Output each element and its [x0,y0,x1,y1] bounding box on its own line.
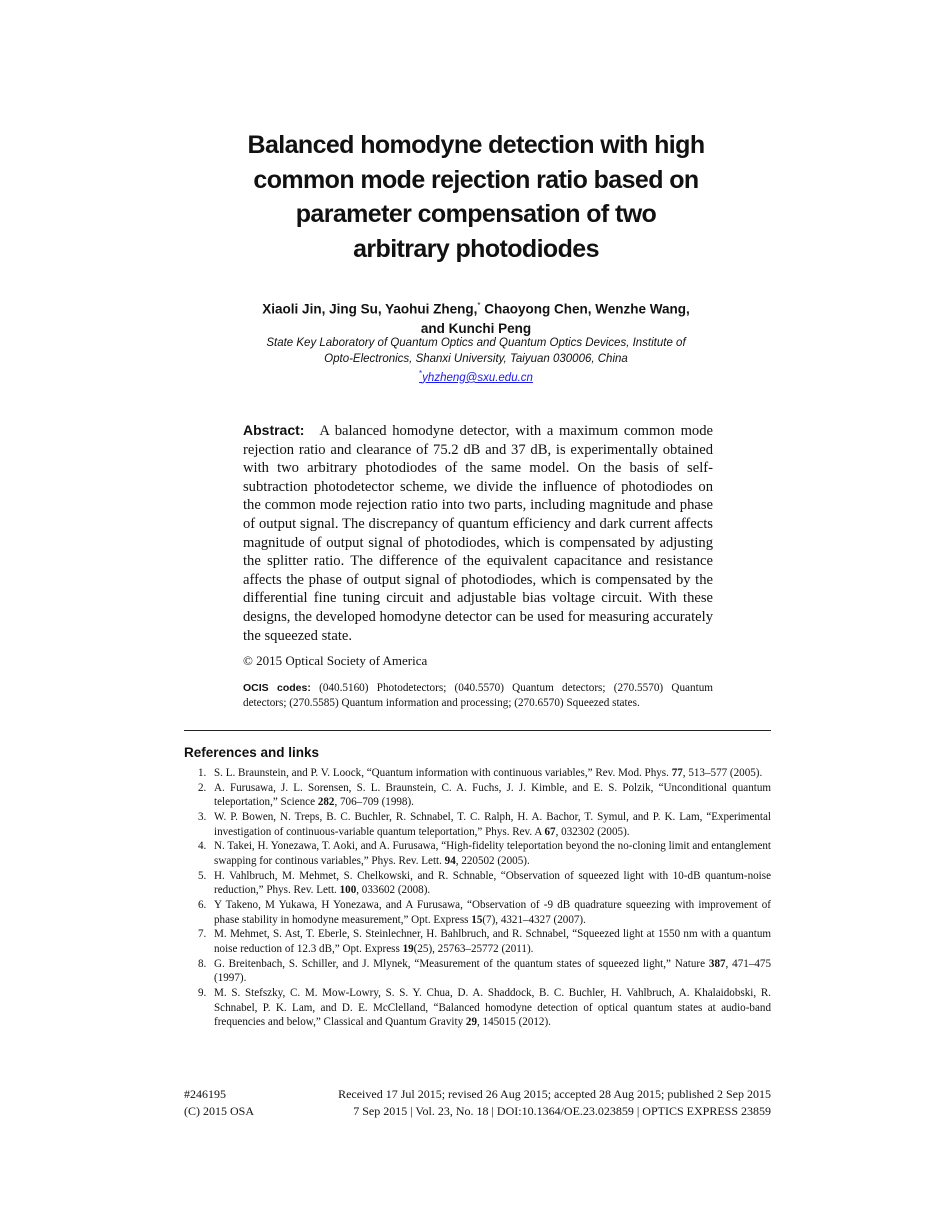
authors-part: Chaoyong Chen, Wenzhe Wang, [480,301,690,317]
authors-part: Xiaoli Jin, Jing Su, Yaohui Zheng, [262,301,478,317]
reference-text: H. Vahlbruch, M. Mehmet, S. Chelkowski, and R. Schnable, “Observation of squeezed light with 10-dB quantum-noise reduction,” Phys. Rev. Lett. [214,869,771,897]
reference-number: 2. [198,781,207,794]
manuscript-id: #246195 [184,1087,226,1101]
reference-text: , 145015 (2012). [476,1016,551,1029]
reference-volume: 94 [444,854,456,867]
reference-volume: 67 [544,825,556,838]
reference-number: 3. [198,810,207,823]
abstract-label: Abstract: [243,422,305,438]
reference-text: A. Furusawa, J. L. Sorensen, S. L. Braunstein, C. A. Fuchs, J. J. Kimble, and E. S. Polzik, “Unconditional quantum teleportation,” Science [214,781,771,809]
affiliation [200,335,752,367]
title-line: Balanced homodyne detection with high [247,131,705,159]
reference-item [184,869,771,898]
reference-item [184,957,771,986]
reference-list [184,766,771,1030]
title-line: arbitrary photodiodes [353,234,599,263]
ocis-label: OCIS codes: [243,682,311,694]
abstract-text: A balanced homodyne detector, with a maximum common mode rejection ratio and clearance of 75.2 dB and 37 dB, is experimentally obtained with two arbitrary photodiodes of the same model. On the basis of self-subtraction photodetector scheme, we divide the influence of photodiodes on the common mode rejection ratio into two parts, including magnitude and phase of output signal. The discrepancy of quantum efficiency and dark current affects magnitude of output signal of photodiodes, which is compensated by adjusting the splitter ratio. The difference of the equivalent capacitance and resistance affects the phase of output signal of photodiodes, which is compensated by the differential fine tuning circuit and adjustable bias voltage circuit. With these designs, the developed homodyne detector can be used for measuring accurately the squeezed state. [243,423,713,644]
reference-item [184,986,771,1030]
reference-number: 4. [198,840,207,853]
author-line: and Kunchi Peng [420,320,532,336]
email-mark: * [419,369,423,378]
reference-text: (7), 4321–4327 (2007). [482,913,586,926]
reference-text: , 033602 (2008). [356,884,431,897]
reference-number: 7. [198,928,207,941]
title-line: common mode rejection ratio based on [253,165,699,194]
reference-text: W. P. Bowen, N. Treps, B. C. Buchler, R. Schnabel, T. C. Ralph, H. A. Bachor, T. Symul, and P. K. Lam, “Experimental investigation of continuous-variable quantum teleportation,” Phys. Rev. A [214,810,771,838]
corresponding-mark: * [477,301,481,310]
reference-text: , 471–475 (1997). [214,957,771,985]
title-line: parameter compensation of two [295,200,657,228]
reference-volume: 29 [465,1016,477,1029]
reference-volume: 100 [339,884,357,897]
ocis-text: (040.5160) Photodetectors; (040.5570) Quantum detectors; (270.5570) Quantum detectors; (270.5585) Quantum information and processing; (270.6570) Squeezed states. [243,682,714,710]
reference-item [184,781,771,810]
journal-citation: 7 Sep 2015 | Vol. 23, No. 18 | DOI:10.1364/OE.23.023859 | OPTICS EXPRESS 23859 [353,1104,771,1118]
reference-volume: 387 [708,957,726,970]
footer-copyright: (C) 2015 OSA [184,1104,255,1118]
reference-text: , 220502 (2005). [455,854,530,867]
reference-text: M. S. Stefszky, C. M. Mow-Lowry, S. S. Y. Chua, D. A. Shaddock, B. C. Buchler, H. Vahlbruch, A. Khalaidobski, R. Schnabel, P. K. Lam, and D. E. McClelland, “Balanced homodyne detection of optical quantum states at audio-band frequencies and below,” Classical and Quantum Gravity [214,986,771,1029]
email-link[interactable] [419,369,533,384]
references-heading: References and links [184,745,320,760]
reference-text: M. Mehmet, S. Ast, T. Eberle, S. Steinlechner, H. Bahlbruch, and R. Schnabel, “Squeezed light at 1550 nm with a quantum noise reduction of 12.3 dB,” Opt. Express [214,928,771,955]
author-line [200,296,752,319]
reference-text: N. Takei, H. Yonezawa, T. Aoki, and A. Furusawa, “High-fidelity teleportation beyond the no-cloning limit and entanglement swapping for continous variables,” Phys. Rev. Lett. [214,840,771,867]
reference-number: 6. [198,898,207,911]
received-dates: Received 17 Jul 2015; revised 26 Aug 2015; accepted 28 Aug 2015; published 2 Sep 2015 [338,1087,771,1101]
reference-item [184,898,771,927]
reference-text: (25), 25763–25772 (2011). [413,942,534,955]
paper-title [200,128,752,266]
reference-item [184,839,771,868]
reference-number: 1. [198,767,207,779]
abstract [243,421,713,645]
email-line [200,369,752,384]
reference-text: , 706–709 (1998). [334,796,414,809]
reference-text: S. L. Braunstein, and P. V. Loock, “Quantum information with continuous variables,” Rev. Mod. Phys. [214,767,672,779]
reference-number: 5. [198,869,207,882]
ocis-codes [243,681,713,712]
reference-text: G. Breitenbach, S. Schiller, and J. Mlynek, “Measurement of the quantum states of squeezed light,” Nature [214,957,709,970]
copyright-notice: © 2015 Optical Society of America [243,653,428,668]
affiliation-line: Opto-Electronics, Shanxi University, Taiyuan 030006, China [324,353,628,365]
affiliation-line: State Key Laboratory of Quantum Optics and Quantum Optics Devices, Institute of [266,337,686,349]
reference-item [184,927,771,956]
section-divider [184,730,771,731]
reference-text: Y Takeno, M Yukawa, H Yonezawa, and A Furusawa, “Observation of -9 dB quadrature squeezing with improvement of phase stability in homodyne measurement,” Opt. Express [214,898,771,926]
reference-item [184,766,771,781]
reference-item [184,810,771,839]
reference-volume: 15 [471,913,483,926]
reference-number: 9. [198,986,207,999]
reference-volume: 19 [402,942,414,955]
reference-volume: 77 [671,767,683,779]
reference-volume: 282 [317,796,335,809]
email-address: yhzheng@sxu.edu.cn [422,371,533,384]
author-list [200,296,752,338]
reference-text: , 032302 (2005). [555,825,630,838]
reference-text: , 513–577 (2005). [682,767,763,779]
reference-number: 8. [198,957,207,970]
